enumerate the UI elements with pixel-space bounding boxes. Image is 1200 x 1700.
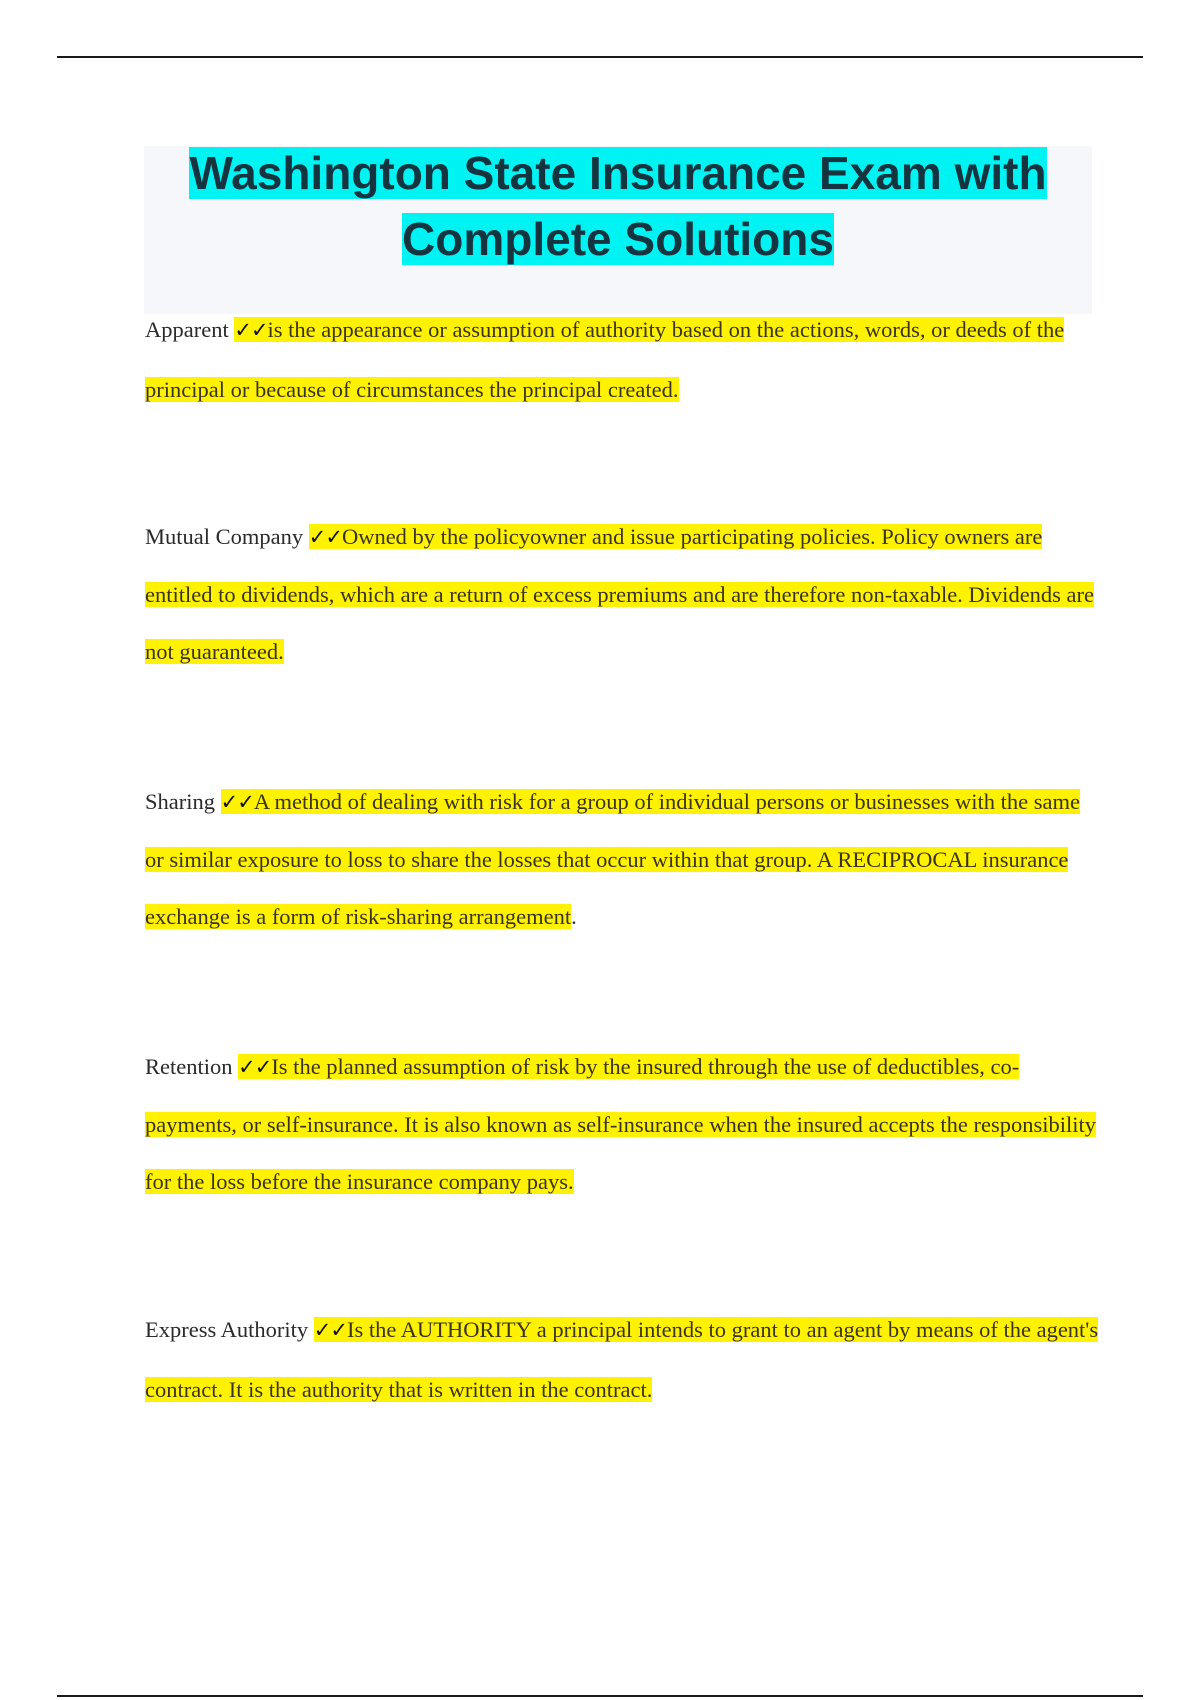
entry-definition-text: is the appearance or assumption of authority based on the actions, words, or deeds of the principal or because of circumstances the principal created. bbox=[145, 317, 1065, 402]
entry-trailing: . bbox=[571, 904, 577, 929]
entry-definition-text: Is the AUTHORITY a principal intends to grant to an agent by means of the agent's contract. It is the authority that is written in the contract. bbox=[145, 1317, 1099, 1402]
top-divider bbox=[57, 56, 1143, 58]
double-check-icon: ✓✓ bbox=[234, 318, 268, 342]
entry-term: Sharing bbox=[145, 789, 215, 814]
entry-definition bbox=[145, 1054, 1096, 1194]
bottom-divider bbox=[57, 1695, 1143, 1697]
entry-definition-text: Owned by the policyowner and issue participating policies. Policy owners are entitled to dividends, which are a return of excess premiums and are therefore non-taxable. Dividends are not guaranteed. bbox=[145, 524, 1095, 664]
entry-definition bbox=[145, 789, 1080, 929]
page-title bbox=[144, 146, 1092, 278]
entry-retention bbox=[145, 1038, 1100, 1210]
entry-definition bbox=[145, 317, 1064, 402]
entry-definition-text: A method of dealing with risk for a group of individual persons or businesses with the same or similar exposure to loss to share the losses that occur within that group. A RECIPROCAL insurance exchange is a form of risk-sharing arrangement bbox=[145, 789, 1080, 929]
double-check-icon: ✓✓ bbox=[308, 525, 342, 549]
entry-definition-text: Is the planned assumption of risk by the insured through the use of deductibles, co-payments, or self-insurance. It is also known as self-insurance when the insured accepts the responsibility for the loss before the insurance company pays. bbox=[145, 1054, 1096, 1194]
entry-term: Express Authority bbox=[145, 1317, 309, 1342]
double-check-icon: ✓✓ bbox=[313, 1318, 347, 1342]
double-check-icon: ✓✓ bbox=[238, 1055, 272, 1079]
entry-mutual-company bbox=[145, 508, 1100, 680]
title-block bbox=[144, 146, 1092, 314]
entry-term: Retention bbox=[145, 1054, 233, 1079]
entry-term: Mutual Company bbox=[145, 524, 304, 549]
entry-apparent bbox=[145, 300, 1100, 419]
entry-term: Apparent bbox=[145, 317, 229, 342]
page-title-text: Washington State Insurance Exam with Complete Solutions bbox=[189, 147, 1047, 265]
double-check-icon: ✓✓ bbox=[220, 790, 254, 814]
entry-sharing bbox=[145, 773, 1100, 945]
entry-express-authority bbox=[145, 1300, 1100, 1420]
